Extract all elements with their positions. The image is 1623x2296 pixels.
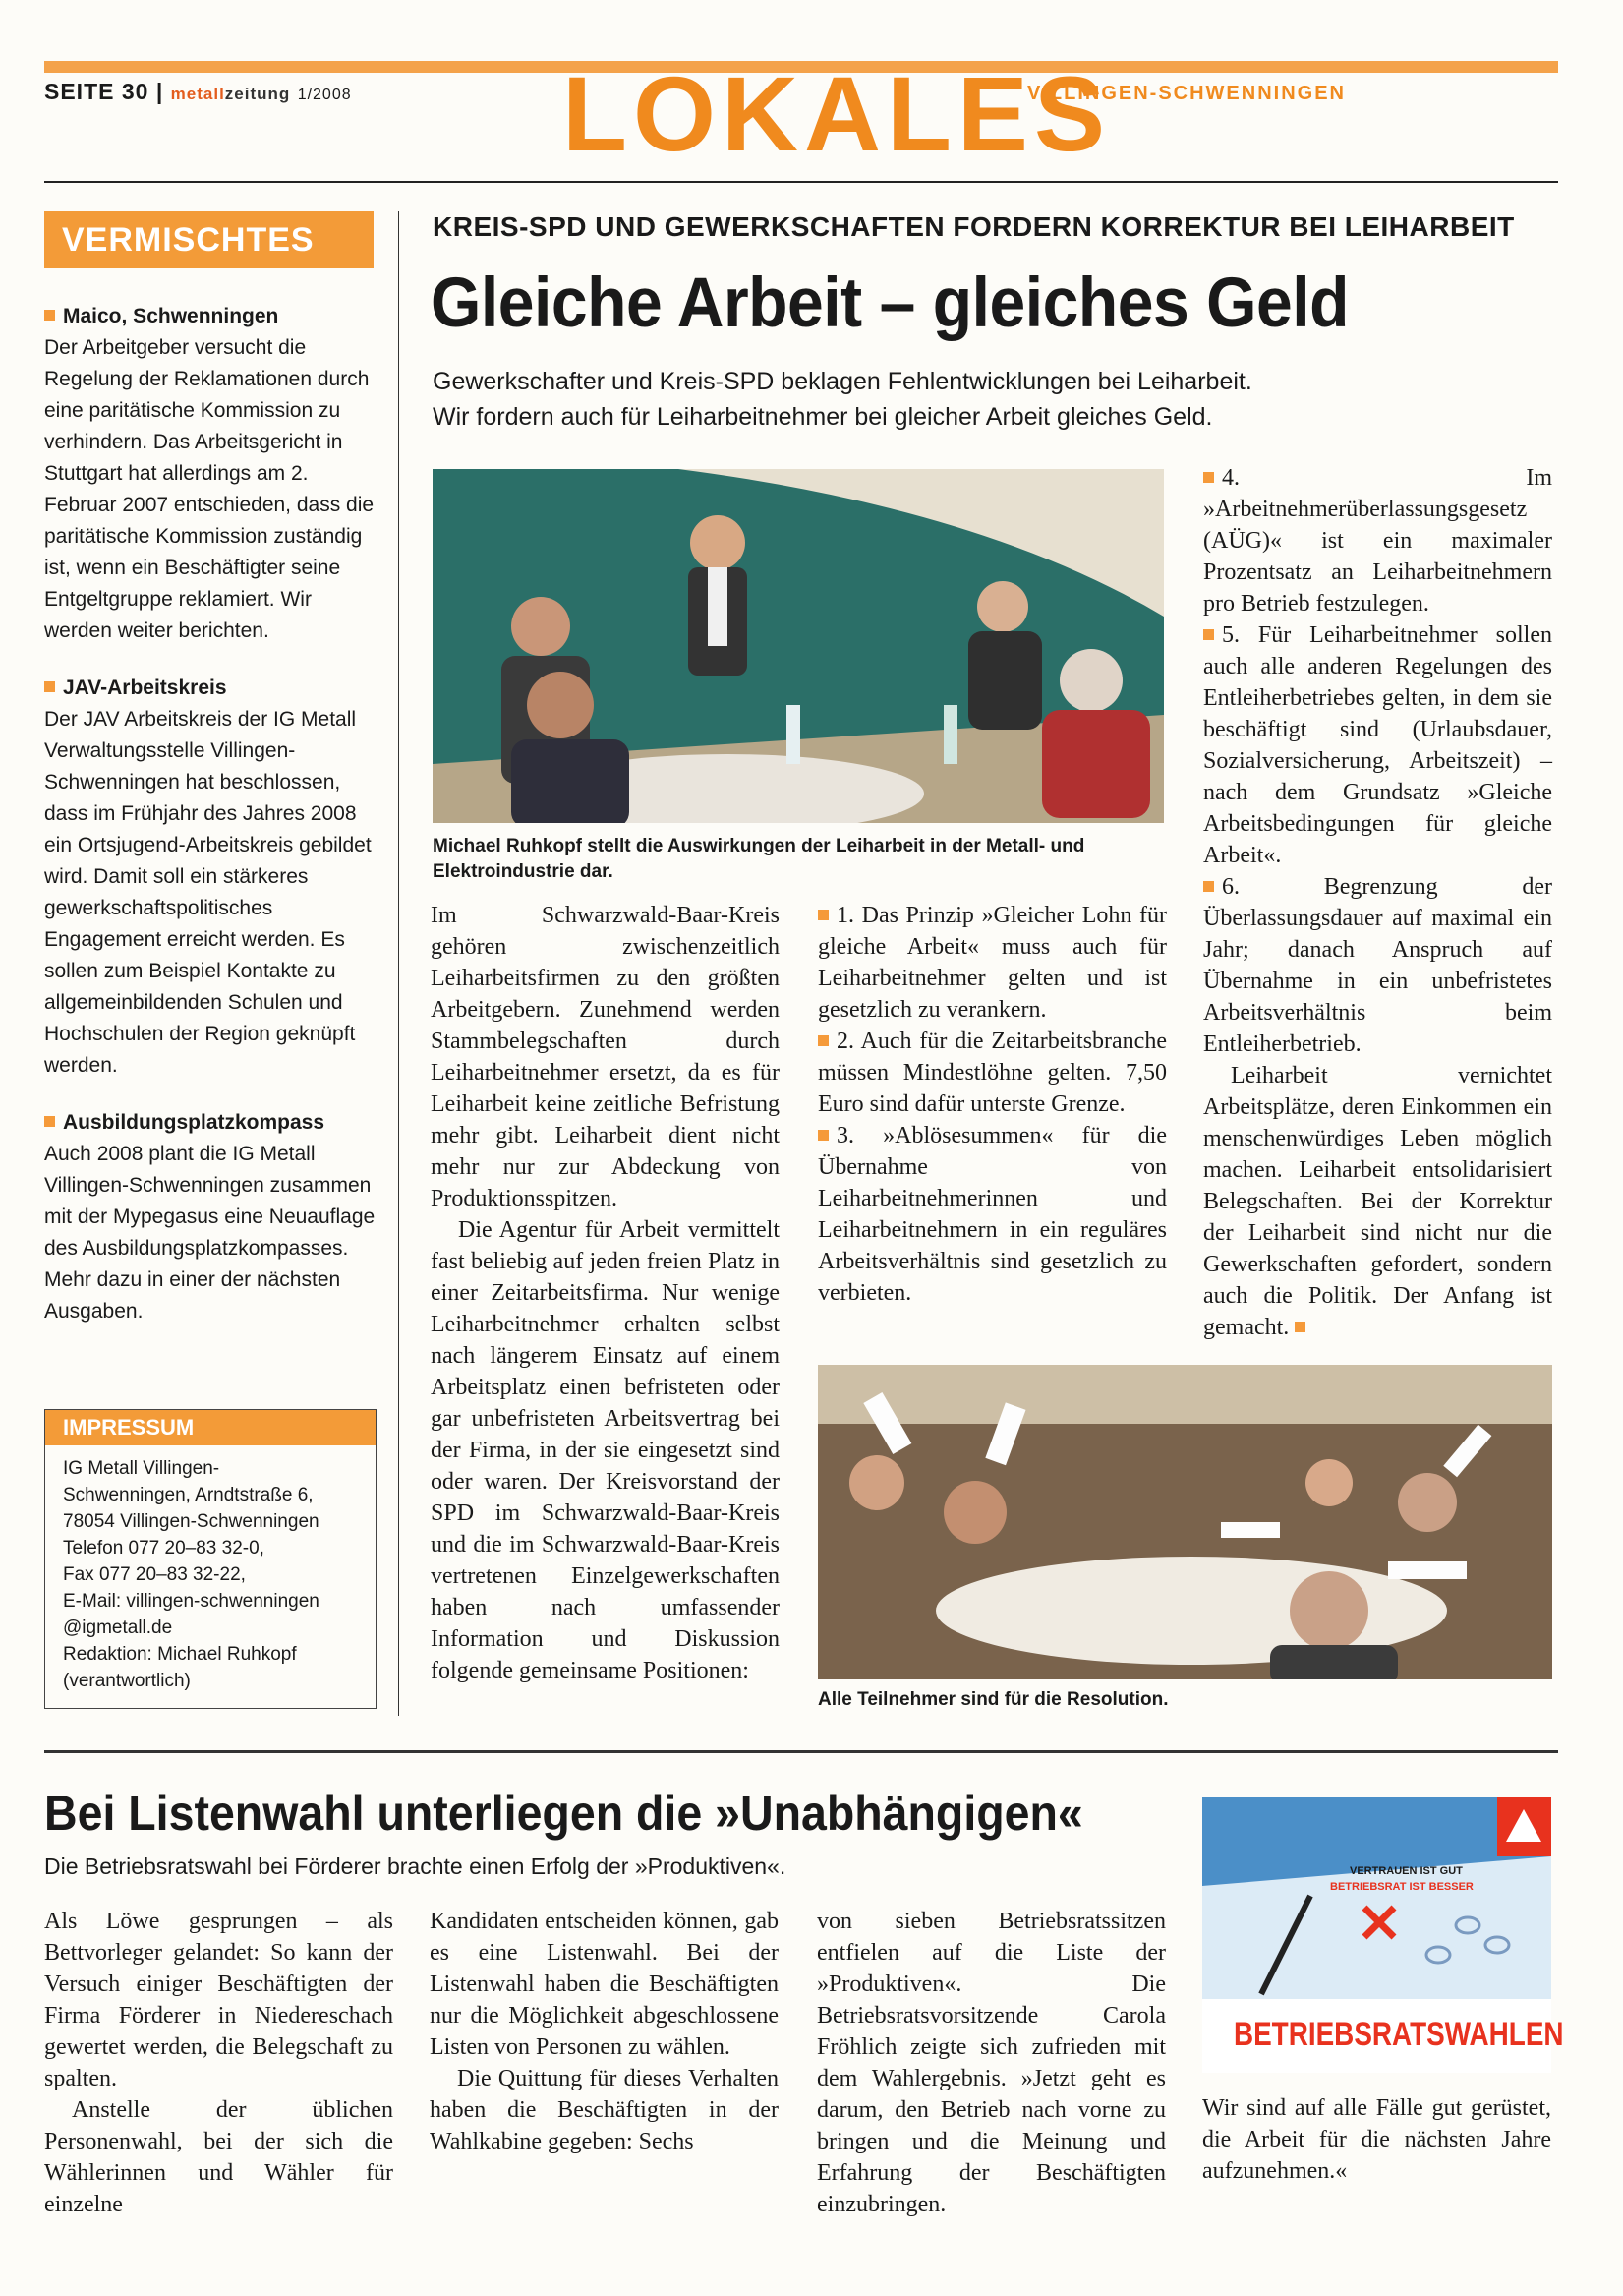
article-column-1: Als Löwe gesprungen – als Bettvorleger gelandet: So kann der Versuch einiger Beschäftigten der Firma Förderer in Niedereschach gewertet werden, die Belegschaft zu spalten. Anstelle der üblichen Personenwahl, bei der sich die Wählerinnen und Wähler für einzelne xyxy=(44,1909,393,2217)
sidebar-news xyxy=(44,301,378,1353)
column-divider xyxy=(398,211,399,1716)
location-label: VILLINGEN-SCHWENNINGEN xyxy=(1027,83,1346,104)
end-mark-icon xyxy=(1295,1322,1305,1332)
ad-title: BETRIEBSRATSWAHLEN xyxy=(1233,2016,1564,2053)
ballot-illustration xyxy=(1202,1797,1551,1999)
bullet-icon xyxy=(1203,629,1214,640)
section-title: LOKALES xyxy=(562,54,1112,173)
sidebar-title: VERMISCHTES xyxy=(44,211,374,268)
page-number: SEITE 30 | metallzeitung 1/2008 xyxy=(44,79,352,104)
magazine-brand: metallzeitung xyxy=(170,85,291,103)
impressum-box xyxy=(44,1409,377,1709)
article-deck: Die Betriebsratswahl bei Förderer brachte einen Erfolg der »Produktiven«. xyxy=(44,1854,786,1879)
news-item: Ausbildungsplatzkompass Auch 2008 plant die IG Metall Villingen-Schwenningen zusammen mit der Mypegasus eine Neuauflage des Ausbildungsplatzkompasses. Mehr dazu in einer der nächsten Ausgaben. xyxy=(44,1111,376,1323)
section-rule xyxy=(44,1750,1558,1753)
article-deck: Gewerkschafter und Kreis-SPD beklagen Fehlentwicklungen bei Leiharbeit. Wir fordern auch für Leiharbeitnehmer bei gleicher Arbeit gleiches Geld. xyxy=(433,368,1252,431)
header-rule xyxy=(44,181,1558,183)
article-column-3: 4. Im »Arbeitnehmerüberlassungsgesetz (AÜG)« ist ein maximaler Prozentsatz an Leiharbeitnehmern pro Betrieb festzulegen. 5. Für Leiharbeitnehmer sollen auch alle anderen Regelungen des Entleiherbetriebes gelten, in dem sie beschäftigt sind (Urlaubsdauer, Sozialversicherung, Arbeitszeit) – nach dem Grundsatz »Gleiche Arbeitsbedingungen für gleiche Arbeit«. 6. Begrenzung der Überlassungsdauer auf maximal ein Jahr; danach Anspruch auf Übernahme in ein unbefristetes Arbeitsverhältnis beim Entleiherbetrieb. Leiharbeit vernichtet Arbeitsplätze, deren Einkommen ein menschenwürdiges Leben möglich machen. Leiharbeit entsolidarisiert Belegschaften. Bei der Korrektur der Leiharbeit sind nicht nur die Gewerkschaften gefordert, sondern auch die Politik. Der Anfang ist gemacht. xyxy=(1203,465,1552,1340)
article-kicker: KREIS-SPD UND GEWERKSCHAFTEN FORDERN KORREKTUR BEI LEIHARBEIT xyxy=(433,211,1515,242)
article-column-2: 1. Das Prinzip »Gleicher Lohn für gleiche Arbeit« muss auch für Leiharbeitnehmer gelten und ist gesetzlich zu verankern. 2. Auch für die Zeitarbeitsbranche müssen Mindestlöhne gelten. 7,50 Euro sind dafür unterste Grenze. 3. »Ablösesummen« für die Übernahme von Leiharbeitnehmerinnen und Leiharbeitnehmern in ein reguläres Arbeitsverhältnis sind gesetzlich zu verbieten. xyxy=(818,903,1167,1306)
bullet-icon xyxy=(818,1035,829,1046)
bullet-icon xyxy=(1203,881,1214,892)
photo-speaker-meeting xyxy=(433,469,1164,823)
article-column-1: Im Schwarzwald-Baar-Kreis gehören zwischenzeitlich Leiharbeitsfirmen zu den größten Arbeitgebern. Zunehmend werden Stammbelegschaften durch Leiharbeitnehmer ersetzt, da es für Leiharbeit keine zeitliche Befristung mehr gibt. Leiharbeit dient nicht mehr nur zur Abdeckung von Produktionsspitzen. Die Agentur für Arbeit vermittelt fast beliebig auf jeden freien Platz in einer Zeitarbeitsfirma. Nur wenige Leiharbeitnehmer erhalten selbst nach längerem Einsatz auf einem Arbeitsplatz einen befristeten oder gar unbefristeten Arbeitsvertrag bei der Firma, in der sie eingesetzt sind oder waren. Der Kreisvorstand der SPD im Schwarzwald-Baar-Kreis und die im Schwarzwald-Baar-Kreis vertretenen Einzelgewerkschaften haben nach umfassender Information und Diskussion folgende gemeinsame Positionen: xyxy=(431,903,780,1683)
news-item: Maico, Schwenningen Der Arbeitgeber versucht die Regelung der Reklamationen durch eine paritätische Kommission zu verhindern. Das Arbeitsgericht in Stuttgart hat allerdings am 2. Februar 2007 entschieden, dass die paritätische Kommission zuständig ist, wenn ein Beschäftigter seine Entgeltgruppe reklamiert. Wir werden weiter berichten. xyxy=(44,305,375,642)
article-column-4: Wir sind auf alle Fälle gut gerüstet, die Arbeit für die nächsten Jahre aufzunehmen.« xyxy=(1202,2095,1551,2184)
bullet-icon xyxy=(1203,472,1214,483)
photo-caption: Alle Teilnehmer sind für die Resolution. xyxy=(818,1689,1169,1710)
bullet-icon xyxy=(818,910,829,920)
betriebsratswahlen-ad xyxy=(1202,1797,1564,2073)
photo-caption: Michael Ruhkopf stellt die Auswirkungen der Leiharbeit in der Metall- und Elektroindustrie dar. xyxy=(433,836,1085,882)
impressum-title: IMPRESSUM xyxy=(45,1410,376,1445)
article-column-2: Kandidaten entscheiden können, gab es eine Listenwahl. Bei der Listenwahl haben die Beschäftigten nur die Möglichkeit abgeschlossene Listen von Personen zu wählen. Die Quittung für dieses Verhalten haben die Beschäftigten in der Wahlkabine gegeben: Sechs xyxy=(430,1909,779,2154)
article-column-3: von sieben Betriebsratssitzen entfielen auf die Liste der »Produktiven«. Die Betriebsratsvorsitzende Carola Fröhlich zeigte sich zufrieden mit dem Wahlergebnis. »Jetzt geht es darum, den Betrieb nach vorne zu bringen und die Meinung und Erfahrung der Beschäftigten einzubringen. xyxy=(817,1909,1166,2217)
ad-small-text-2: BETRIEBSRAT IST BESSER xyxy=(1330,1881,1474,1893)
ad-small-text-1: VERTRAUEN IST GUT xyxy=(1350,1865,1463,1877)
bullet-icon xyxy=(44,681,55,692)
article-headline: Bei Listenwahl unterliegen die »Unabhängigen« xyxy=(44,1786,1083,1841)
article-headline: Gleiche Arbeit – gleiches Geld xyxy=(431,265,1350,342)
impressum-body: IG Metall Villingen- Schwenningen, Arndtstraße 6, 78054 Villingen-Schwenningen Telefon 077 20–83 32-0, Fax 077 20–83 32-22, E-Mail: villingen-schwenningen @igmetall.de Redaktion: Michael Ruhkopf (verantwortlich) xyxy=(63,1458,319,1691)
news-item: JAV-Arbeitskreis Der JAV Arbeitskreis der IG Metall Verwaltungsstelle Villingen-Schwenningen hat beschlossen, dass im Frühjahr des Jahres 2008 ein Ortsjugend-Arbeitskreis gebildet wird. Damit soll ein stärkeres gewerkschaftspolitisches Engagement erreicht werden. Es sollen zum Beispiel Kontakte zu allgemeinbildenden Schulen und Hochschulen der Region geknüpft werden. xyxy=(44,677,372,1077)
bullet-icon xyxy=(44,310,55,321)
photo-vote-audience xyxy=(818,1365,1552,1679)
bullet-icon xyxy=(818,1130,829,1141)
bullet-icon xyxy=(44,1116,55,1127)
